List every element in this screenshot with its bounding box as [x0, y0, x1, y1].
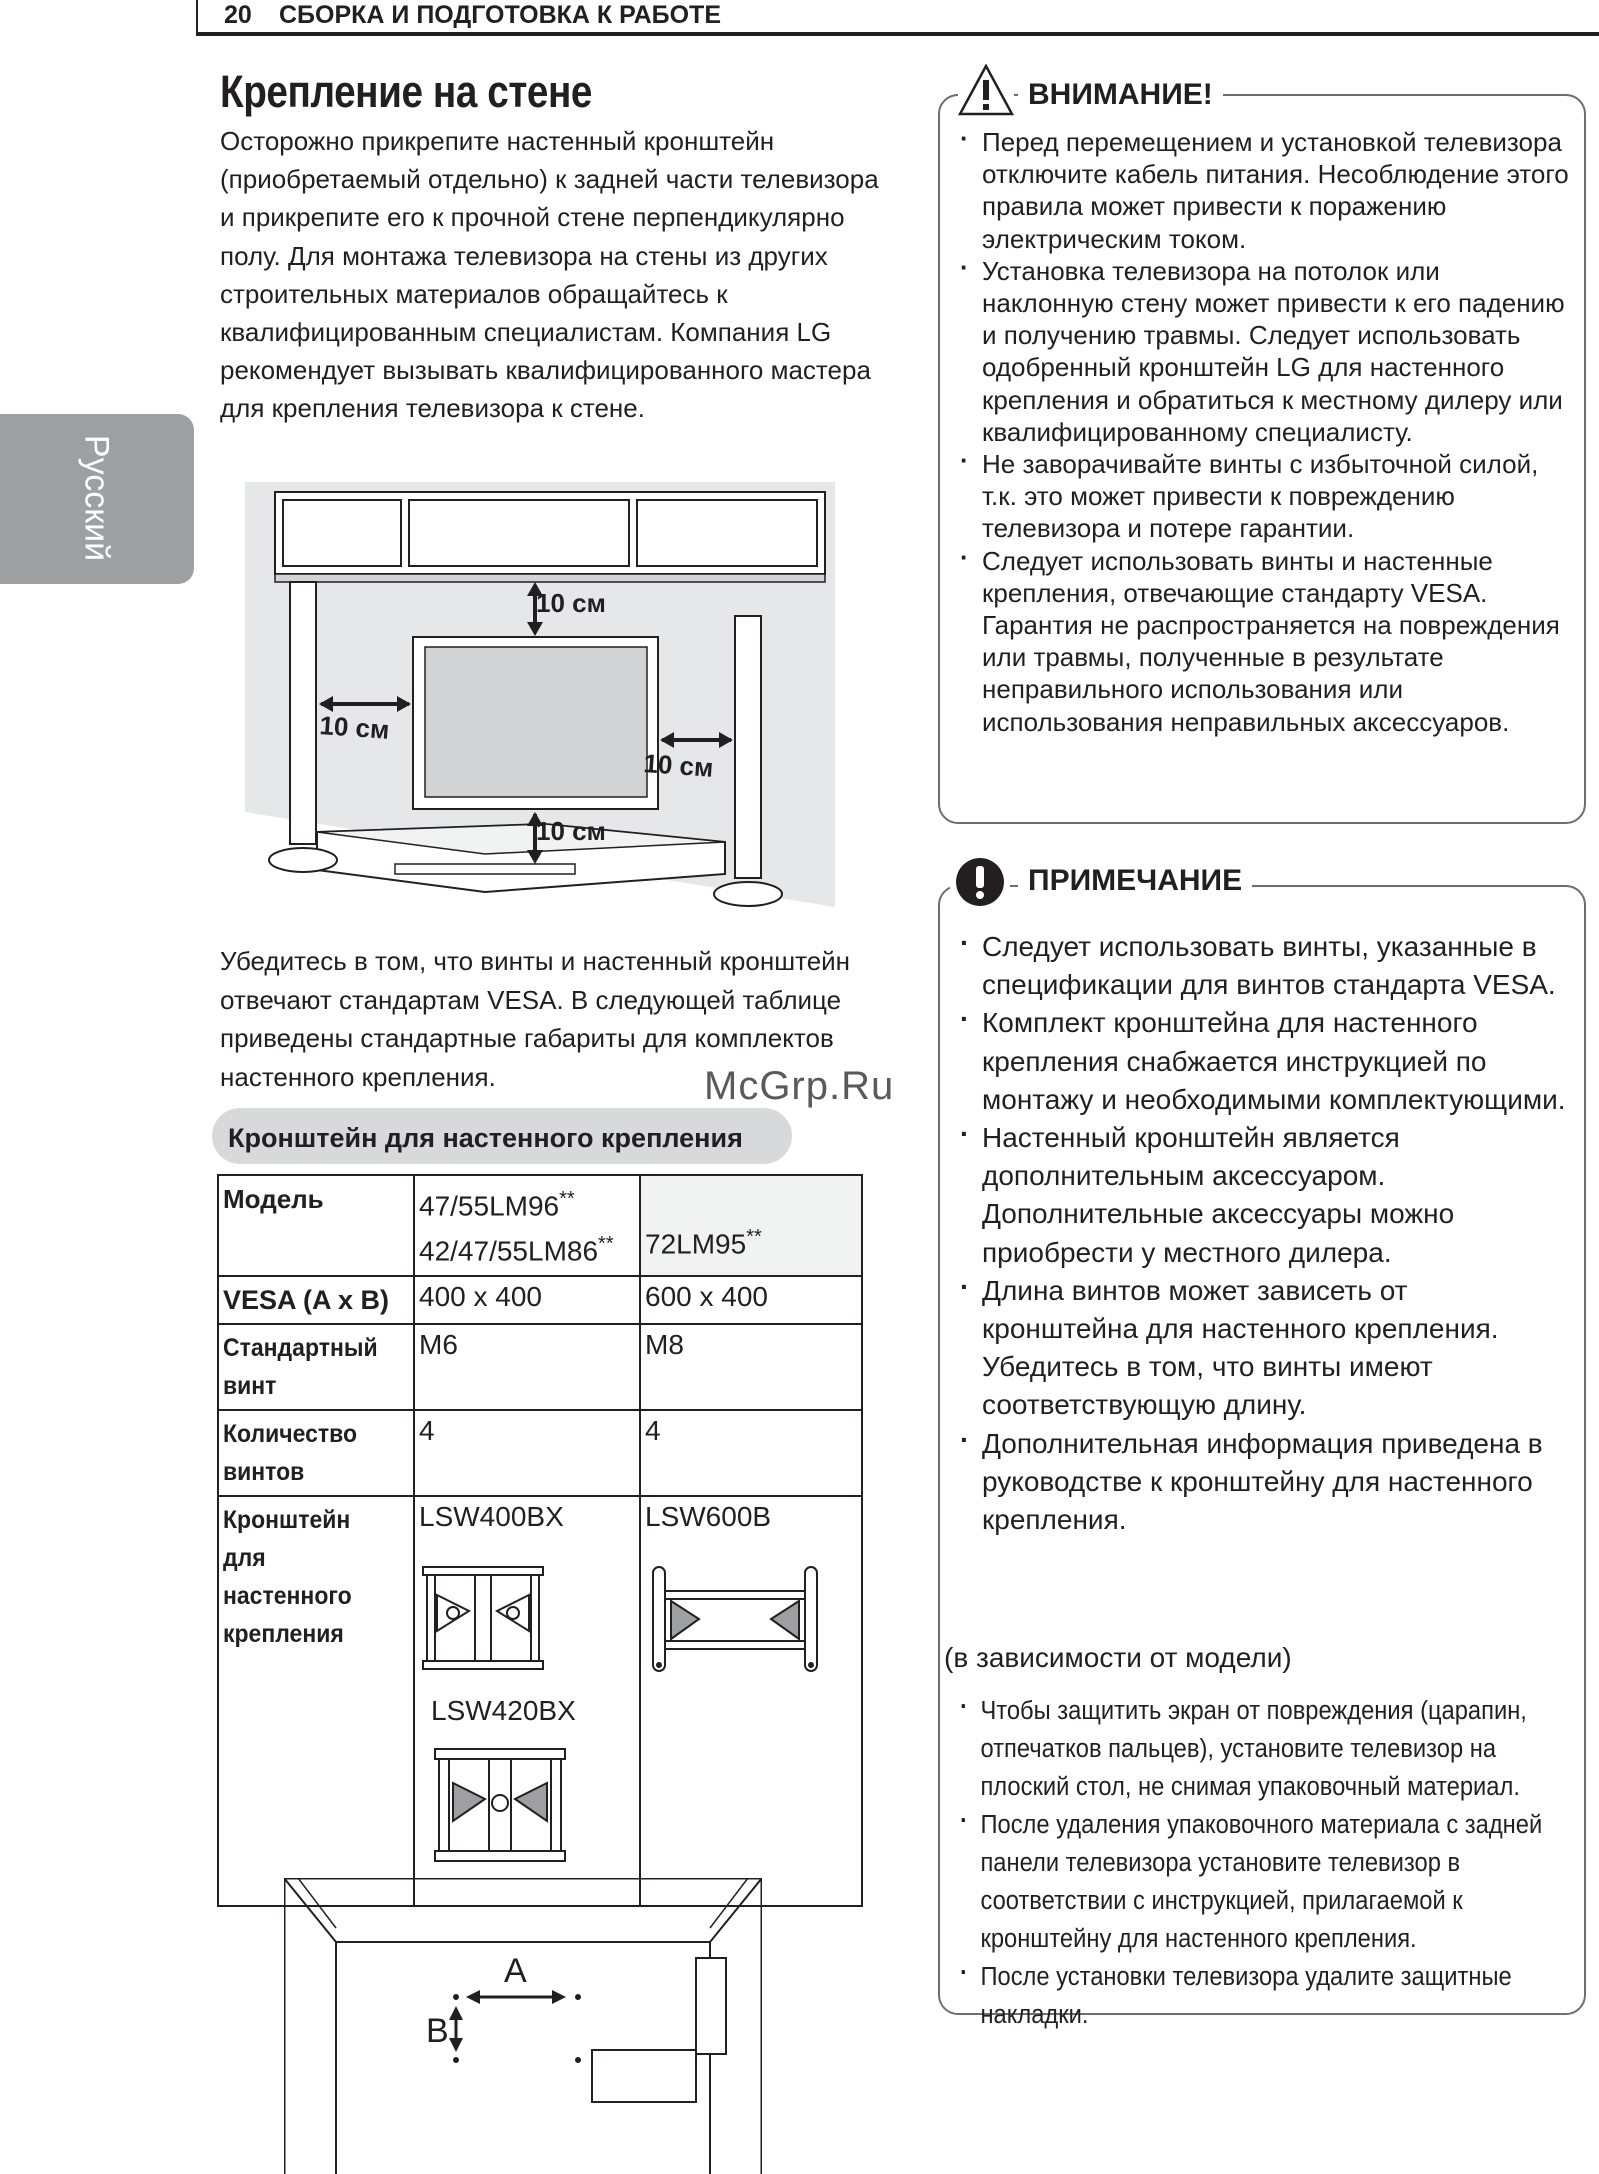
dimension-label-b: B — [426, 2012, 449, 2050]
list-item: · После установки телевизора удалите защитные накладки. — [960, 1958, 1591, 2034]
table-row — [218, 1324, 862, 1410]
table-cell: Стандартный винт — [218, 1324, 414, 1410]
table-cell — [218, 1175, 414, 1276]
wall-mount-clearance-illustration — [245, 482, 885, 942]
table-cell — [414, 1175, 640, 1276]
bracket-model-lsw400bx: LSW400BX — [419, 1500, 564, 1532]
model-col2: 72LM95** — [645, 1226, 762, 1260]
table-cell — [640, 1496, 862, 1906]
table-row — [218, 1410, 862, 1496]
tv-back-panel-diagram — [284, 1878, 762, 2174]
lsw400bx-bracket-drawing — [419, 1561, 549, 1681]
list-item: · Дополнительная информация приведена в руководстве к кронштейну для настенного крепления. — [960, 1425, 1570, 1540]
clearance-label-top: 10 см — [536, 588, 606, 618]
note-title: ПРИМЕЧАНИЕ — [1018, 864, 1252, 898]
list-item: · После удаления упаковочного материала с задней панели телевизора установите телевизор в соответствии с инструкцией, прилагаемой к кронштейну для настенного крепления. — [960, 1806, 1591, 1958]
table-row — [218, 1175, 862, 1276]
table-cell: Количество винтов — [218, 1410, 414, 1496]
table-cell — [640, 1175, 862, 1276]
section-title: Крепление на стене — [220, 66, 593, 117]
bracket-table — [217, 1174, 863, 1907]
language-tab-label: Русский — [77, 434, 116, 562]
table-cell: 4 — [640, 1410, 862, 1496]
table-cell: 400 x 400 — [414, 1276, 640, 1324]
vesa-paragraph: Убедитесь в том, что винты и настенный кронштейн отвечают стандартам VESA. В следующей таблице приведены стандартные габариты для комплектов настенного крепления. — [220, 946, 851, 1092]
list-item: · Следует использовать винты и настенные крепления, отвечающие стандарту VESA. Гарантия не распространяется на повреждения или травмы, полученные в результате неправильного использования или использования неправильных аксессуаров. — [960, 545, 1570, 738]
list-item: · Перед перемещением и установкой телевизора отключите кабель питания. Несоблюдение этого правила может привести к поражению электрическим током. — [960, 126, 1570, 255]
table-row — [218, 1496, 862, 1906]
lsw420bx-bracket-drawing — [431, 1743, 571, 1873]
model-col1-line1: 47/55LM96** — [419, 1188, 575, 1222]
note-list — [960, 928, 1570, 1539]
list-item: · Чтобы защитить экран от повреждения (царапин, отпечатков пальцев), установите телевизор на плоский стол, не снимая упаковочный материал. — [960, 1692, 1591, 1806]
header-divider — [196, 0, 198, 36]
model-dependent-list — [960, 1692, 1570, 2034]
table-cell: VESA (A x B) — [218, 1276, 414, 1324]
bracket-model-lsw600b: LSW600B — [645, 1500, 772, 1532]
table-cell — [414, 1496, 640, 1906]
lsw600b-bracket-drawing — [645, 1561, 825, 1681]
table-cell: M6 — [414, 1324, 640, 1410]
list-item: · Длина винтов может зависеть от кронштейна для настенного крепления. Убедитесь в том, что винты имеют соответствующую длину. — [960, 1272, 1570, 1425]
warning-triangle-icon — [958, 64, 1014, 116]
list-item: · Следует использовать винты, указанные в спецификации для винтов стандарта VESA. — [960, 928, 1570, 1004]
intro-paragraph: Осторожно прикрепите настенный кронштейн (приобретаемый отдельно) к задней части телевизора и прикрепите его к прочной стене перпендикулярно полу. Для монтажа телевизора на стены из других строительных материалов обращайтесь к квалифицированным специалистам. Компания LG рекомендует вызывать квалифицированного мастера для крепления телевизора к стене. — [220, 126, 879, 424]
clearance-label-bottom: 10 см — [536, 816, 606, 846]
list-item: · Установка телевизора на потолок или наклонную стену может привести к его падению и получению травмы. Следует использовать одобренный кронштейн LG для настенного крепления и обратиться к местному дилеру или квалифицированному специалисту. — [960, 255, 1570, 448]
dimension-label-a: A — [504, 1952, 527, 1990]
model-dependent-note: (в зависимости от модели) — [944, 1642, 1292, 1673]
model-label: Модель — [223, 1184, 324, 1214]
list-item: · Не заворачивайте винты с избыточной силой, т.к. это может привести к повреждению телевизора и потере гарантии. — [960, 448, 1570, 545]
table-cell: M8 — [640, 1324, 862, 1410]
model-col1-line2: 42/47/55LM86** — [419, 1233, 614, 1267]
table-cell: 4 — [414, 1410, 640, 1496]
list-item: · Настенный кронштейн является дополнительным аксессуаром. Дополнительные аксессуары можно приобрести у местного дилера. — [960, 1119, 1570, 1272]
warning-list — [960, 126, 1570, 738]
table-caption: Кронштейн для настенного крепления — [228, 1123, 743, 1153]
table-cell: Кронштейн для настенного крепления — [218, 1496, 414, 1906]
warning-title: ВНИМАНИЕ! — [1018, 78, 1223, 112]
page-number: 20 — [224, 1, 252, 29]
header-rule — [196, 32, 1599, 36]
clearance-label-right: 10 см — [642, 748, 715, 783]
table-cell: 600 x 400 — [640, 1276, 862, 1324]
list-item: · Комплект кронштейна для настенного крепления снабжается инструкцией по монтажу и необходимыми комплектующими. — [960, 1004, 1570, 1119]
table-row — [218, 1276, 862, 1324]
clearance-label-left: 10 см — [318, 710, 391, 745]
exclamation-circle-icon — [950, 852, 1010, 912]
chapter-title: СБОРКА И ПОДГОТОВКА К РАБОТЕ — [279, 1, 722, 29]
bracket-model-lsw420bx: LSW420BX — [431, 1694, 576, 1726]
watermark: McGrp.Ru — [704, 1064, 895, 1108]
